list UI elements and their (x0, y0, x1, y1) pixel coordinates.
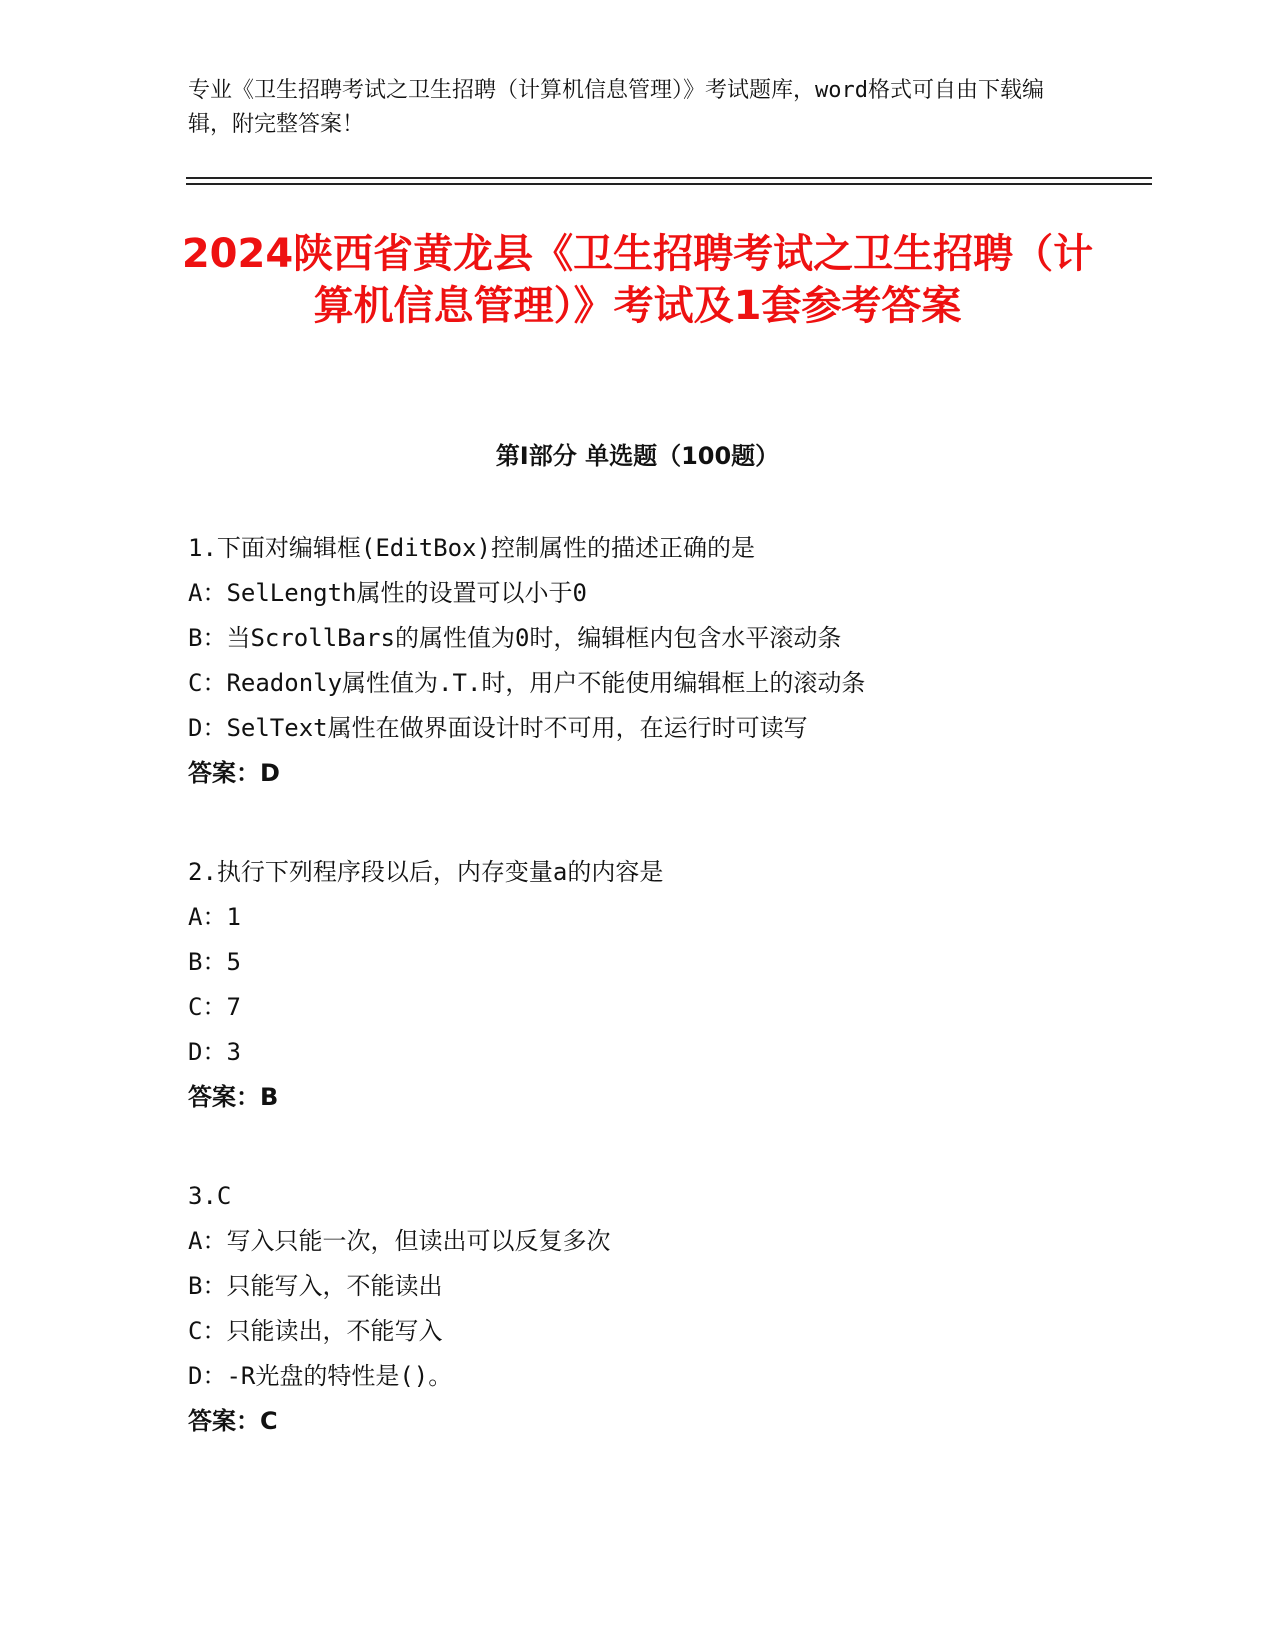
header-divider-top (186, 177, 1152, 179)
option-d: D：SelText属性在做界面设计时不可用，在运行时可读写 (188, 714, 808, 742)
option-d: D：3 (188, 1038, 241, 1066)
option-c: C：Readonly属性值为.T.时，用户不能使用编辑框上的滚动条 (188, 669, 866, 697)
header-divider-bottom (186, 183, 1152, 185)
option-d: D：-R光盘的特性是()。 (188, 1362, 453, 1390)
answer: 答案：B (188, 1083, 279, 1111)
section-heading: 第I部分 单选题（100题） (495, 442, 780, 470)
header-note: 专业《卫生招聘考试之卫生招聘（计算机信息管理）》考试题库，word格式可自由下载编辑，附完整答案！ (188, 78, 1044, 137)
option-b: B：5 (188, 948, 241, 976)
question-1 (188, 526, 1088, 796)
option-b: B：只能写入，不能读出 (188, 1272, 443, 1300)
option-a: A：SelLength属性的设置可以小于0 (188, 579, 587, 607)
question-list (188, 526, 1088, 1498)
answer: 答案：C (188, 1407, 278, 1435)
option-c: C：只能读出，不能写入 (188, 1317, 443, 1345)
question-3 (188, 1174, 1088, 1444)
question-stem: 3.C (188, 1182, 232, 1210)
option-a: A：1 (188, 903, 241, 931)
document-title: 2024陕西省黄龙县《卫生招聘考试之卫生招聘（计算机信息管理）》考试及1套参考答案 (181, 231, 1094, 329)
option-b: B：当ScrollBars的属性值为0时，编辑框内包含水平滚动条 (188, 624, 842, 652)
answer: 答案：D (188, 759, 280, 787)
question-stem: 1.下面对编辑框(EditBox)控制属性的描述正确的是 (188, 534, 755, 562)
question-2 (188, 850, 1088, 1120)
option-c: C：7 (188, 993, 241, 1021)
question-stem: 2.执行下列程序段以后，内存变量a的内容是 (188, 858, 664, 886)
option-a: A：写入只能一次，但读出可以反复多次 (188, 1227, 611, 1255)
